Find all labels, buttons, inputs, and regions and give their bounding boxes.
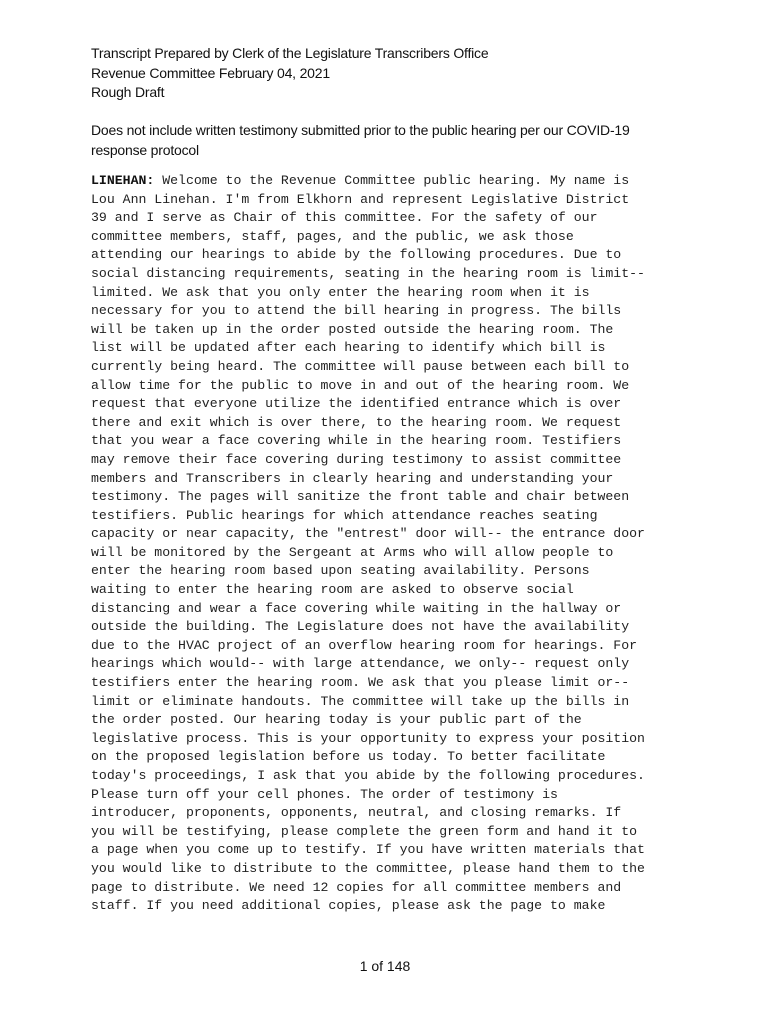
transcript-line: today's proceedings, I ask that you abide by the following procedures. [91, 768, 645, 783]
transcript-line: limit or eliminate handouts. The committee will take up the bills in [91, 693, 630, 709]
transcript-line: hearings which would-- with large attendance, we only-- request only [91, 656, 630, 672]
transcript-line: request that everyone utilize the identified entrance which is over [91, 396, 622, 412]
transcript-line: on the proposed legislation before us today. To better facilitate [91, 749, 606, 765]
transcript-line: there and exit which is over there, to the hearing room. We request [91, 414, 622, 430]
transcript-line: testifiers enter the hearing room. We ask that you please limit or-- [91, 675, 630, 691]
transcript-line: that you wear a face covering while in the hearing room. Testifiers [91, 433, 622, 449]
transcript-line: currently being heard. The committee will pause between each bill to [91, 358, 630, 374]
transcript-line [91, 172, 645, 191]
transcript-line: will be taken up in the order posted outside the hearing room. The [91, 321, 614, 337]
transcript-line: social distancing requirements, seating in the hearing room is limit-- [91, 265, 645, 281]
transcript-line: list will be updated after each hearing to identify which bill is [91, 340, 606, 356]
transcript-line: distancing and wear a face covering while waiting in the hallway or [91, 600, 622, 616]
header-office-line: Transcript Prepared by Clerk of the Legislature Transcribers Office [91, 45, 489, 61]
transcript-line: may remove their face covering during testimony to assist committee [91, 451, 622, 467]
transcript-header [91, 44, 488, 103]
transcript-line: capacity or near capacity, the "entrest" door will-- the entrance door [91, 526, 645, 542]
page-number: 1 of 148 [359, 958, 411, 974]
transcript-line-text: Welcome to the Revenue Committee public hearing. My name is [154, 173, 630, 188]
speaker-name: LINEHAN: [91, 173, 155, 188]
transcript-line: enter the hearing room based upon seating availability. Persons [91, 563, 590, 579]
transcript-line: attending our hearings to abide by the following procedures. Due to [91, 247, 622, 263]
testimony-notice [91, 121, 671, 160]
transcript-line: waiting to enter the hearing room are asked to observe social [91, 582, 574, 598]
transcript-line: limited. We ask that you only enter the hearing room when it is [91, 284, 590, 300]
transcript-line: 39 and I serve as Chair of this committee. For the safety of our [91, 210, 598, 226]
notice-line-1: Does not include written testimony submitted prior to the public hearing per our COVID-19 [91, 122, 630, 138]
header-draft-status-line: Rough Draft [91, 84, 165, 100]
transcript-line: outside the building. The Legislature does not have the availability [91, 619, 630, 635]
transcript-line: legislative process. This is your opportunity to express your position [91, 730, 645, 746]
transcript-line: Please turn off your cell phones. The order of testimony is [91, 786, 558, 802]
transcript-line: you would like to distribute to the committee, please hand them to the [91, 860, 645, 876]
transcript-line: the order posted. Our hearing today is your public part of the [91, 712, 582, 728]
notice-line-2: response protocol [91, 141, 199, 158]
transcript-body [91, 172, 645, 916]
transcript-line: allow time for the public to move in and out of the hearing room. We [91, 377, 630, 393]
transcript-line: members and Transcribers in clearly hearing and understanding your [91, 470, 614, 486]
transcript-line: page to distribute. We need 12 copies for all committee members and [91, 879, 622, 895]
transcript-line: staff. If you need additional copies, please ask the page to make [91, 898, 606, 914]
transcript-line: will be monitored by the Sergeant at Arms who will allow people to [91, 544, 614, 560]
transcript-line: you will be testifying, please complete the green form and hand it to [91, 823, 638, 839]
transcript-line: a page when you come up to testify. If you have written materials that [91, 842, 645, 858]
header-committee-date-line: Revenue Committee February 04, 2021 [91, 64, 330, 81]
transcript-line: introducer, proponents, opponents, neutral, and closing remarks. If [91, 805, 622, 821]
transcript-line: testimony. The pages will sanitize the front table and chair between [91, 489, 630, 505]
transcript-line: due to the HVAC project of an overflow hearing room for hearings. For [91, 637, 638, 653]
transcript-line: necessary for you to attend the bill hearing in progress. The bills [91, 303, 622, 319]
transcript-line: Lou Ann Linehan. I'm from Elkhorn and represent Legislative District [91, 191, 630, 207]
transcript-line: committee members, staff, pages, and the public, we ask those [91, 228, 574, 244]
transcript-line: testifiers. Public hearings for which attendance reaches seating [91, 507, 598, 523]
